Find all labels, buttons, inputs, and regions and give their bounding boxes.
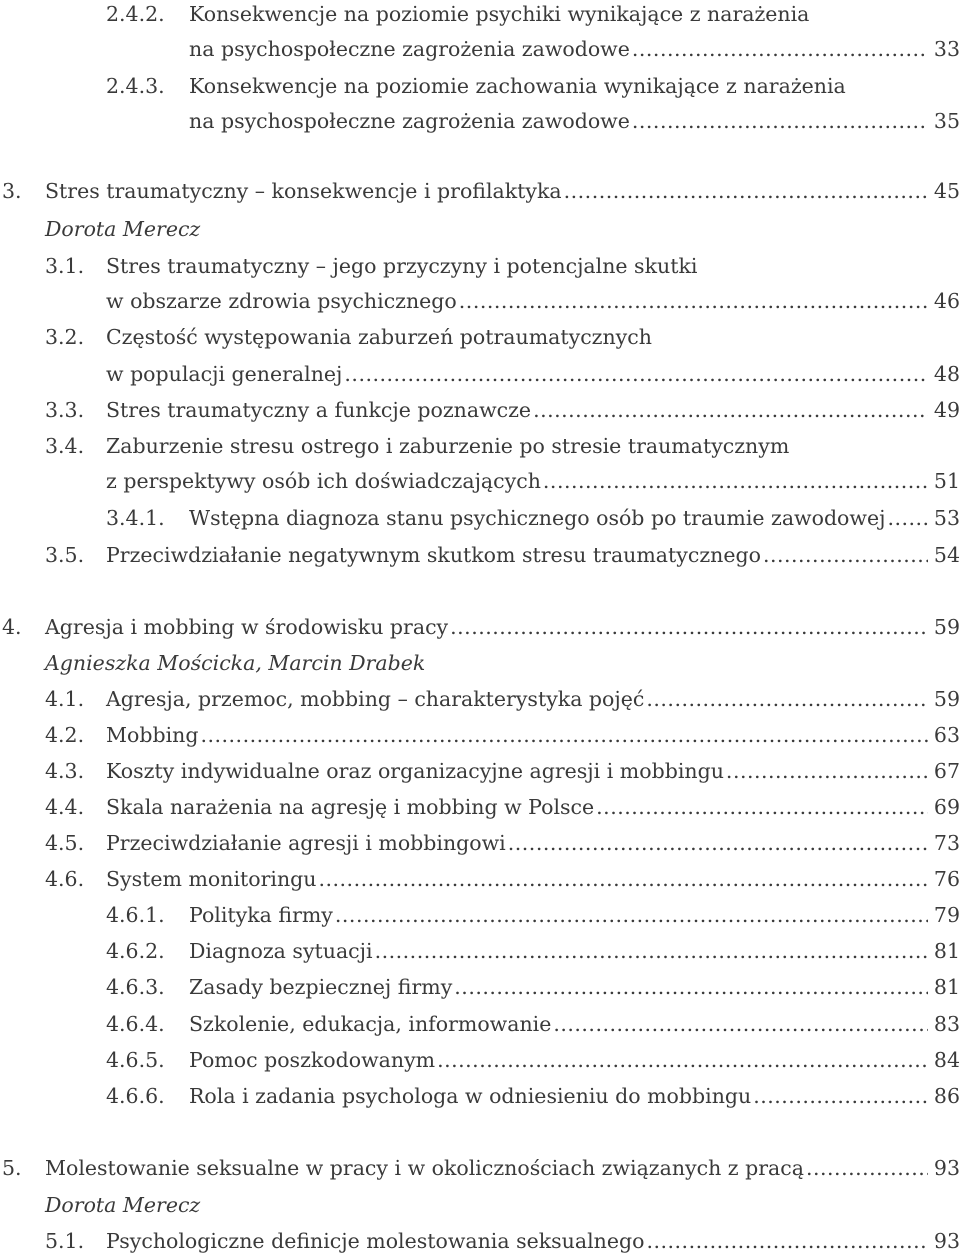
section-number: 4.6.4. [106,1012,165,1036]
page-number: 35 [933,109,960,133]
page-number: 84 [933,1048,960,1072]
toc-line [0,825,960,861]
page-number: 46 [933,289,960,313]
entry-title: Agresja, przemoc, mobbing – charakterystyka pojęć [106,687,645,711]
page-number: 83 [933,1012,960,1036]
section-number: 2.4.3. [106,74,165,98]
dot-leader [459,283,928,319]
page-number: 54 [933,543,960,567]
page-number: 59 [933,687,960,711]
toc-line [0,283,960,319]
section-number: 4. [2,615,22,639]
entry-title: Przeciwdziałanie agresji i mobbingowi [106,831,506,855]
section-number: 4.2. [45,723,85,747]
toc-line [0,31,960,67]
entry-title: Stres traumatyczny – jego przyczyny i potencjalne skutki [106,254,698,278]
entry-title: Stres traumatyczny a funkcje poznawcze [106,398,532,422]
toc-line [0,1006,960,1042]
section-number: 5.1. [45,1229,85,1253]
author-name: Dorota Merecz [45,1193,201,1217]
entry-title: Częstość występowania zaburzeń potraumatycznych [106,325,652,349]
toc-line [0,681,960,717]
toc-line [0,969,960,1005]
entry-title: Konsekwencje na poziomie zachowania wynikające z narażenia [189,74,846,98]
toc-line [0,897,960,933]
dot-leader [806,1150,928,1186]
section-number: 4.3. [45,759,85,783]
entry-title: na psychospołeczne zagrożenia zawodowe [189,109,630,133]
entry-title: Agresja i mobbing w środowisku pracy [45,615,449,639]
entry-title: Psychologiczne definicje molestowania seksualnego [106,1229,645,1253]
toc-line [0,319,960,355]
section-number: 4.6.5. [106,1048,165,1072]
entry-title: Przeciwdziałanie negatywnym skutkom stresu traumatycznego [106,543,761,567]
toc-line [0,537,960,573]
toc-line [0,609,960,645]
dot-leader [318,861,927,897]
dot-leader [726,753,928,789]
dot-leader [454,969,928,1005]
entry-title: Wstępna diagnoza stanu psychicznego osób po traumie zawodowej [189,506,886,530]
page-number: 63 [933,723,960,747]
toc-line [0,392,960,428]
section-number: 3.1. [45,254,85,278]
page-number: 45 [933,179,960,203]
toc-line [0,500,960,536]
toc-line [0,1187,960,1223]
section-number: 3.3. [45,398,85,422]
dot-leader [533,392,928,428]
dot-leader [646,681,928,717]
page-number: 81 [933,975,960,999]
section-number: 3.5. [45,543,85,567]
entry-title: w populacji generalnej [106,362,343,386]
entry-title: Rola i zadania psychologa w odniesieniu do mobbingu [189,1084,752,1108]
author-name: Agnieszka Mościcka, Marcin Drabek [45,651,426,675]
page-number: 33 [933,37,960,61]
toc-line [0,861,960,897]
page-number: 48 [933,362,960,386]
toc-line [0,1150,960,1186]
dot-leader [596,789,928,825]
entry-title: Mobbing [106,723,199,747]
section-number: 4.6.3. [106,975,165,999]
page-number: 67 [933,759,960,783]
entry-title: Zasady bezpiecznej firmy [189,975,453,999]
toc-line [0,789,960,825]
dot-leader [450,609,928,645]
dot-leader [632,31,928,67]
entry-title: Szkolenie, edukacja, informowanie [189,1012,552,1036]
section-number: 3.4.1. [106,506,165,530]
toc-line [0,1078,960,1114]
section-number: 4.6.2. [106,939,165,963]
page-number: 49 [933,398,960,422]
section-number: 4.5. [45,831,85,855]
toc-line [0,211,960,247]
dot-leader [753,1078,928,1114]
entry-title: Molestowanie seksualne w pracy i w okolicznościach związanych z pracą [45,1156,804,1180]
toc-line [0,248,960,284]
entry-title: na psychospołeczne zagrożenia zawodowe [189,37,630,61]
entry-title: Stres traumatyczny – konsekwencje i profilaktyka [45,179,562,203]
section-number: 4.4. [45,795,85,819]
dot-leader [553,1006,928,1042]
dot-leader [437,1042,928,1078]
section-number: 3.4. [45,434,85,458]
entry-title: Polityka firmy [189,903,333,927]
page-number: 81 [933,939,960,963]
section-number: 5. [2,1156,22,1180]
toc-line [0,0,960,32]
page-number: 53 [933,506,960,530]
entry-title: Konsekwencje na poziomie psychiki wynikające z narażenia [189,2,810,26]
page-number: 69 [933,795,960,819]
page-number: 59 [933,615,960,639]
toc-line [0,173,960,209]
entry-title: w obszarze zdrowia psychicznego [106,289,457,313]
dot-leader [763,537,928,573]
page-number: 93 [933,1229,960,1253]
entry-title: Diagnoza sytuacji [189,939,373,963]
page-number: 93 [933,1156,960,1180]
toc-line [0,1042,960,1078]
section-number: 2.4.2. [106,2,165,26]
section-number: 3.2. [45,325,85,349]
entry-title: System monitoringu [106,867,317,891]
page-number: 51 [933,469,960,493]
entry-title: Zaburzenie stresu ostrego i zaburzenie po stresie traumatycznym [106,434,790,458]
page-number: 79 [933,903,960,927]
page-number: 86 [933,1084,960,1108]
section-number: 3. [2,179,22,203]
section-number: 4.6.6. [106,1084,165,1108]
dot-leader [335,897,928,933]
dot-leader [564,173,928,209]
toc-line [0,1223,960,1259]
toc-line [0,68,960,104]
dot-leader [646,1223,927,1259]
author-name: Dorota Merecz [45,217,201,241]
entry-title: Pomoc poszkodowanym [189,1048,436,1072]
page-number: 76 [933,867,960,891]
dot-leader [344,356,928,392]
toc-line [0,463,960,499]
toc-line [0,103,960,139]
dot-leader [375,933,928,969]
dot-leader [200,717,927,753]
dot-leader [887,500,927,536]
section-number: 4.6.1. [106,903,165,927]
toc-line [0,933,960,969]
entry-title: Skala narażenia na agresję i mobbing w Polsce [106,795,595,819]
dot-leader [543,463,928,499]
toc-line [0,753,960,789]
toc-line [0,356,960,392]
toc-line [0,428,960,464]
section-number: 4.1. [45,687,85,711]
section-number: 4.6. [45,867,85,891]
entry-title: Koszty indywidualne oraz organizacyjne agresji i mobbingu [106,759,724,783]
toc-line [0,717,960,753]
dot-leader [508,825,928,861]
toc-line [0,645,960,681]
page-number: 73 [933,831,960,855]
dot-leader [632,103,928,139]
entry-title: z perspektywy osób ich doświadczających [106,469,541,493]
